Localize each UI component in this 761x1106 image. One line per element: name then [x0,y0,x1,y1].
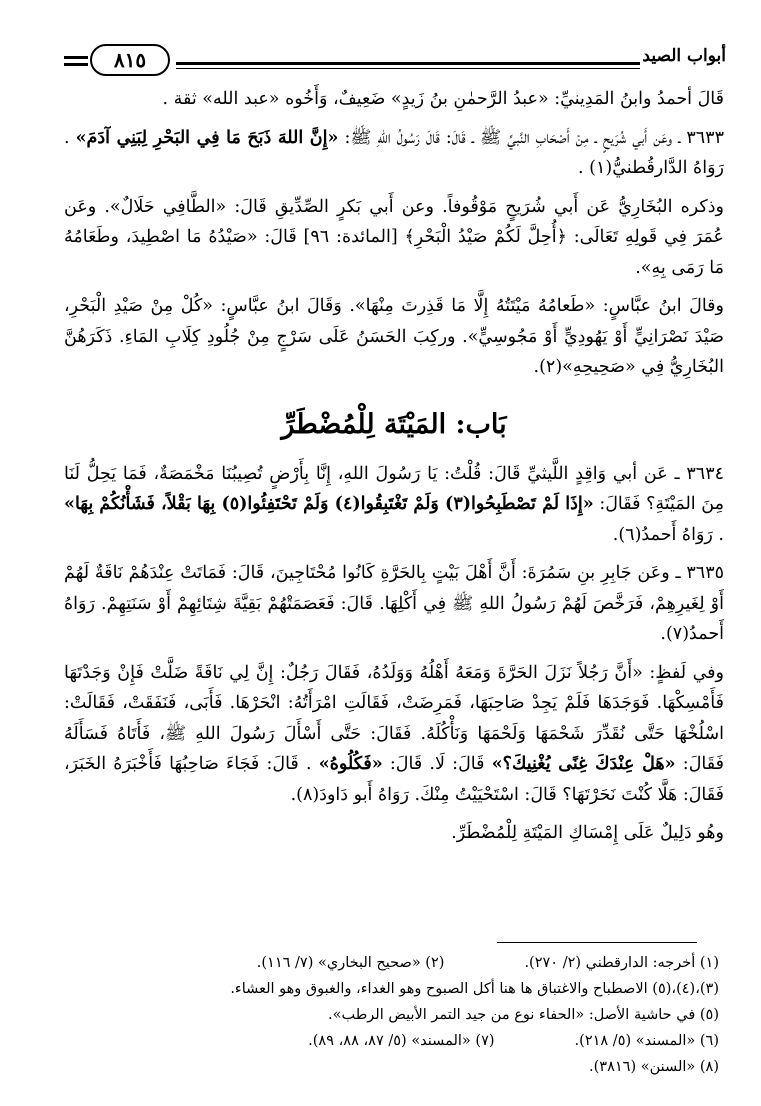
footnote-7: (٧) «المسند» (٥/ ٨٧، ٨٨، ٨٩). [308,1033,495,1049]
paragraph-bukhari-mawquf: وذكره البُخَارِيُّ عَن أَبي شُرَيحٍ مَوْقُوفاً. وعن أَبي بَكرٍ الصِّدِّيقِ قَالَ: «الطَّافِي حَلَالٌ». وعَن عُمَرَ فِي قَولِهِ تَعَالَى: ﴿أُحِلَّ لَكُمْ صَيْدُ الْبَحْرِ﴾ [المائدة: ٩٦] قَالَ: «صَيْدُهُ مَا اصْطِيدَ، وطَعَامُهُ مَا رَمَى بِهِ». [64,196,724,278]
footnote-6: (٦) «المسند» (٥/ ٢١٨). [574,1033,719,1049]
footnotes [64,950,719,1080]
header-rule-thin [176,68,640,69]
other-wording-part-2: قَالَ: لَا. قَالَ: [389,754,485,774]
footnote-row [64,950,719,976]
footnote-separator [497,942,697,943]
other-wording-quote-2: «فَكُلُوهُ» [318,754,383,774]
footnote-2: (٢) «صحيح البخاري» (٧/ ١١٦). [256,955,445,971]
hadith-3634 [64,459,724,551]
paragraph-ibn-abbas: وقالَ ابنُ عبَّاسٍ: «طَعامُهُ مَيْتَتُهُ إِلَّا مَا قَذِرتَ مِنْهَا». وَقَالَ ابنُ عبَّاسٍ: «كُلْ مِنْ صَيْدِ الْبَحْرِ، صَيْدَ نَصْرَانِيٍّ أَوْ يَهُودِيٍّ أَوْ مَجُوسِيٍّ». وركِبَ الحَسَنُ عَلَى سَرْجٍ مِنْ جُلُودِ كِلَابِ المَاءِ. ذَكَرَهُنَّ البُخَارِيُّ فِي «صَحِيحِهِ»(٢). [64,296,724,377]
footnote-row [64,1002,719,1028]
hadith-3633-quote: «إِنَّ اللهَ ذَبَحَ مَا فِي البَحْرِ لِبَنِي آدَمَ» [75,127,339,148]
footnote-row [64,1054,719,1080]
paragraph-conclusion: وهُو دَلِيلٌ عَلَى إِمْسَاكِ المَيْتَةِ لِلْمُضْطَرِّ. [451,823,724,843]
header-ornament-2 [64,63,88,66]
main-text [64,84,724,857]
page-header [64,40,726,80]
paragraph-other-wording [64,658,724,811]
paragraph-narrator-note: قَالَ أحمدُ وابنُ المَدِينيِّ: «عبدُ الرَّحمٰنِ بنُ زَيدٍ» ضَعِيفٌ، وَأَخُوه «عبد الله» ثقة . [162,89,724,109]
other-wording-quote-1: «هَلْ عِنْدَكَ غِنًى يُغْنِيكَ؟» [491,754,676,774]
hadith-3634-intro: ٣٦٣٤ ـ عَن أبي وَاقِدٍ اللَّيثيِّ قَالَ: قُلْتُ: يَا رَسُولَ اللهِ، إِنَّا بِأَرْضٍ تُصِيبُنَا مَخْمَصَةٌ، فَمَا يَحِلُّ لَنَا مِنَ المَيْتَةِ؟ فَقَالَ: [64,463,724,514]
hadith-3633-source: . رَوَاهُ الدَّارقُطنيُّ(١) . [64,127,724,178]
footnote-row [64,1028,719,1054]
footnote-8: (٨) «السنن» (٣٨١٦). [589,1059,719,1075]
hadith-3633 [64,123,724,184]
hadith-3634-source: . رَوَاهُ أَحمدُ(٦). [612,524,724,545]
other-wording-part-3: . قَالَ: فَجَاءَ صَاحِبُهَا فَأَخْبَرَهُ الخَبَرَ، فَقَالَ: هَلَّا كُنْتَ نَحَرْتَهَا؟ قَالَ: اسْتَحْيَيْتُ مِنْكَ. رَوَاهُ أَبو دَاودَ(٨). [64,754,724,805]
chapter-title: بَاب: المَيْتَة لِلْمُضْطَرِّ [281,408,507,440]
footnote-1: (١) أخرجه: الدارقطني (٢/ ٢٧٠). [524,955,719,971]
hadith-3634-quote: «إِذَا لَمْ تَصْطَبِحُوا(٣) وَلَمْ تَغْتَبِقُوا(٤) وَلَمْ تَحْتَفِئُوا(٥) بِهَا بَقْلاً، فَشَأْنُكُمْ بِهَا» [64,494,594,514]
footnote-5: (٥) في حاشية الأصل: «الحفاء نوع من جيد التمر الأبيض الرطب». [328,1007,719,1023]
other-wording-part-1: وفي لَفظٍ: «أَنَّ رَجُلاً نَزَلَ الحَرَّةَ وَمَعَهُ أَهْلُهُ وَوَلَدُهُ، فَقَالَ رَجُلٌ: إِنَّ لِي نَاقَةً ضَلَّتْ فَإِنْ وَجَدْتَهَا فَأَمْسِكْهَا. فَوَجَدَهَا فَلَمْ يَجِدْ صَاحِبَهَا، فَمَرِضَتْ، فَقَالَتِ امْرَأَتُهُ: انْحَرْهَا. فَأَبَى، فَنَفَقَتْ، فَقَالَتْ: اسْلُخْهَا حَتَّى نُقَدِّرَ شَحْمَهَا وَلَحْمَهَا وَنَأْكُلَهُ. فَقَالَ: حَتَّى أَسْأَلَ رَسُولَ اللهِ ﷺ، فَأَتَاهُ فَسَأَلَهُ فَقَالَ: [64,662,724,774]
page-number: ٨١٥ [90,44,170,76]
hadith-3633-intro: ٣٦٣٣ ـ وعَن أَبي شُرَيحٍ ـ مِنْ أَصْحَابِ النَّبيِّ ﷺ ـ قَالَ: قَالَ رَسُولُ اللهِ ﷺ: [344,127,724,148]
hadith-3635: ٣٦٣٥ ـ وعَن جَابِرِ بنِ سَمُرَةَ: أَنَّ أَهْلَ بَيْتٍ بِالحَرَّةِ كَانُوا مُحْتَاجِينَ، قَالَ: فَمَاتَتْ عِنْدَهُمْ نَاقَةٌ لَهُمْ أَوْ لِغَيرِهِمْ، فَرَخَّصَ لَهُمْ رَسُولُ اللهِ ﷺ فِي أَكْلِهَا. قَالَ: فَعَصَمَتْهُمْ بَقِيَّةَ شِتَائِهِمْ أَوْ سَنَتِهِمْ. رَوَاهُ أَحمدُ(٧). [64,563,724,644]
footnote-3-4-5: (٣)،(٤)،(٥) الاصطباح والاغتباق ها هنا أكل الصبوح وهو الغداء، والغبوق وهو العشاء. [230,981,719,997]
header-rule-thick [176,62,640,65]
header-ornament [64,56,88,59]
section-title: أبواب الصيد [642,46,726,66]
footnote-row [64,976,719,1002]
